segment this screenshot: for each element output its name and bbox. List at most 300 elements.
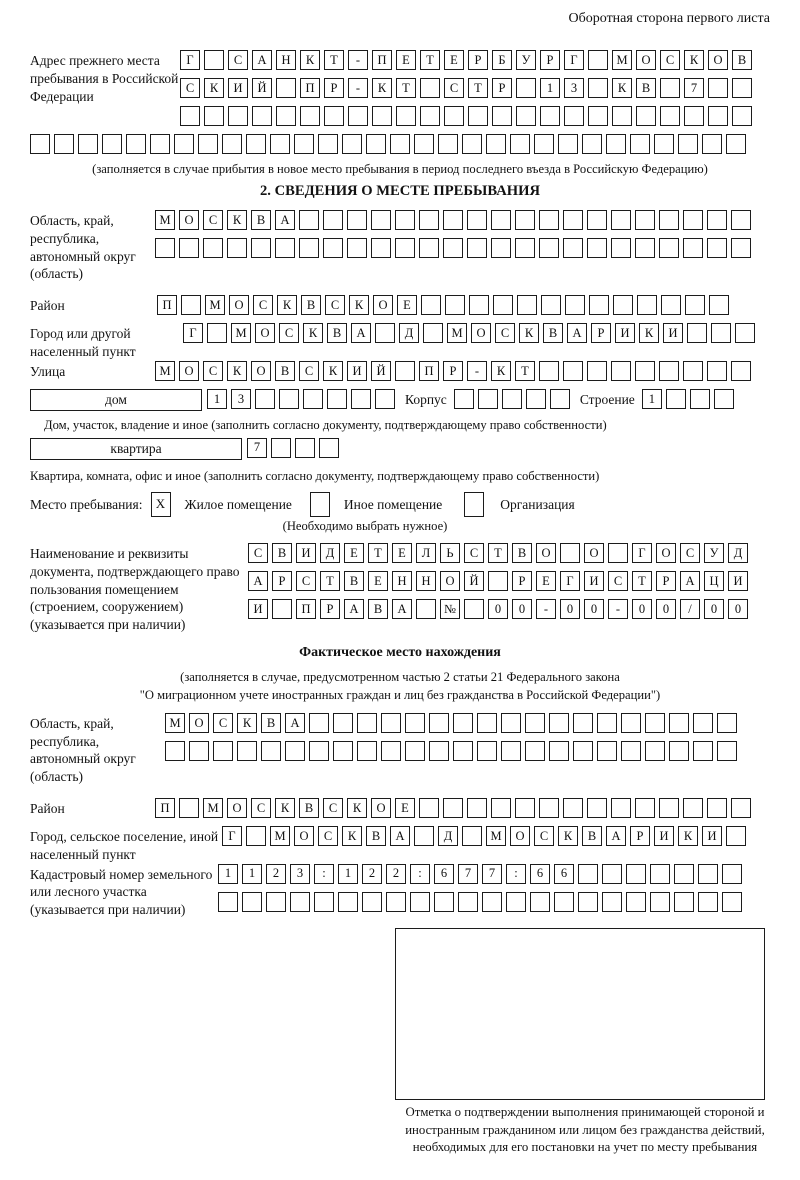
char-box[interactable]: [309, 741, 329, 761]
char-box[interactable]: [687, 323, 707, 343]
char-box[interactable]: Д: [728, 543, 748, 563]
char-box[interactable]: [443, 210, 463, 230]
char-box[interactable]: [659, 238, 679, 258]
char-box[interactable]: Г: [180, 50, 200, 70]
char-box[interactable]: [222, 134, 242, 154]
char-box[interactable]: О: [440, 571, 460, 591]
char-box[interactable]: Р: [320, 599, 340, 619]
char-box[interactable]: [348, 106, 368, 126]
char-box[interactable]: 1: [242, 864, 262, 884]
char-box[interactable]: О: [229, 295, 249, 315]
char-box[interactable]: Р: [272, 571, 292, 591]
cadastral-row-1[interactable]: [218, 864, 742, 885]
char-box[interactable]: [539, 798, 559, 818]
char-box[interactable]: [395, 238, 415, 258]
char-box[interactable]: [78, 134, 98, 154]
char-box[interactable]: [683, 238, 703, 258]
char-box[interactable]: [526, 389, 546, 409]
char-box[interactable]: [395, 210, 415, 230]
char-box[interactable]: [707, 238, 727, 258]
char-box[interactable]: [462, 826, 482, 846]
char-box[interactable]: К: [519, 323, 539, 343]
char-box[interactable]: [342, 134, 362, 154]
char-box[interactable]: 7: [482, 864, 502, 884]
char-box[interactable]: [371, 210, 391, 230]
char-box[interactable]: К: [227, 361, 247, 381]
char-box[interactable]: [218, 892, 238, 912]
char-box[interactable]: Е: [444, 50, 464, 70]
char-box[interactable]: [515, 798, 535, 818]
char-box[interactable]: [516, 106, 536, 126]
char-box[interactable]: 0: [560, 599, 580, 619]
char-box[interactable]: [635, 361, 655, 381]
char-box[interactable]: Г: [222, 826, 242, 846]
char-box[interactable]: [683, 361, 703, 381]
char-box[interactable]: [708, 78, 728, 98]
char-box[interactable]: [635, 238, 655, 258]
char-box[interactable]: О: [510, 826, 530, 846]
char-box[interactable]: Г: [564, 50, 584, 70]
char-box[interactable]: П: [155, 798, 175, 818]
char-box[interactable]: М: [155, 210, 175, 230]
char-box[interactable]: [477, 741, 497, 761]
char-box[interactable]: К: [684, 50, 704, 70]
char-box[interactable]: 7: [458, 864, 478, 884]
char-box[interactable]: Д: [438, 826, 458, 846]
char-box[interactable]: [213, 741, 233, 761]
char-box[interactable]: [372, 106, 392, 126]
region-row-1[interactable]: [155, 210, 751, 231]
char-box[interactable]: [637, 295, 657, 315]
char-box[interactable]: А: [606, 826, 626, 846]
char-box[interactable]: В: [251, 210, 271, 230]
char-box[interactable]: [709, 295, 729, 315]
char-box[interactable]: О: [708, 50, 728, 70]
char-box[interactable]: [300, 106, 320, 126]
char-box[interactable]: О: [179, 361, 199, 381]
char-box[interactable]: :: [506, 864, 526, 884]
char-box[interactable]: [279, 389, 299, 409]
char-box[interactable]: [486, 134, 506, 154]
char-box[interactable]: С: [296, 571, 316, 591]
char-box[interactable]: 2: [266, 864, 286, 884]
char-box[interactable]: С: [464, 543, 484, 563]
char-box[interactable]: К: [227, 210, 247, 230]
char-box[interactable]: К: [372, 78, 392, 98]
char-box[interactable]: Т: [515, 361, 535, 381]
char-box[interactable]: [731, 798, 751, 818]
char-box[interactable]: А: [392, 599, 412, 619]
char-box[interactable]: [674, 864, 694, 884]
char-box[interactable]: О: [371, 798, 391, 818]
char-box[interactable]: В: [299, 798, 319, 818]
char-box[interactable]: М: [486, 826, 506, 846]
char-box[interactable]: [405, 741, 425, 761]
char-box[interactable]: [294, 134, 314, 154]
char-box[interactable]: [467, 238, 487, 258]
char-box[interactable]: [493, 295, 513, 315]
char-box[interactable]: [228, 106, 248, 126]
char-box[interactable]: С: [444, 78, 464, 98]
char-box[interactable]: [174, 134, 194, 154]
char-box[interactable]: А: [567, 323, 587, 343]
char-box[interactable]: У: [516, 50, 536, 70]
actual-region-row-2[interactable]: [165, 741, 737, 762]
char-box[interactable]: [198, 134, 218, 154]
prev-address-row-2[interactable]: [180, 78, 752, 99]
char-box[interactable]: [420, 106, 440, 126]
char-box[interactable]: [285, 741, 305, 761]
char-box[interactable]: [454, 389, 474, 409]
char-box[interactable]: [541, 295, 561, 315]
char-box[interactable]: [693, 713, 713, 733]
char-box[interactable]: [150, 134, 170, 154]
char-box[interactable]: [659, 798, 679, 818]
char-box[interactable]: Г: [632, 543, 652, 563]
char-box[interactable]: [549, 713, 569, 733]
char-box[interactable]: 0: [512, 599, 532, 619]
char-box[interactable]: [515, 210, 535, 230]
char-box[interactable]: П: [300, 78, 320, 98]
char-box[interactable]: [333, 713, 353, 733]
char-box[interactable]: К: [300, 50, 320, 70]
char-box[interactable]: Г: [183, 323, 203, 343]
char-box[interactable]: №: [440, 599, 460, 619]
char-box[interactable]: [726, 826, 746, 846]
char-box[interactable]: [165, 741, 185, 761]
city-row[interactable]: [183, 323, 755, 344]
char-box[interactable]: В: [366, 826, 386, 846]
char-box[interactable]: [731, 361, 751, 381]
char-box[interactable]: [714, 389, 734, 409]
char-box[interactable]: С: [660, 50, 680, 70]
char-box[interactable]: [722, 892, 742, 912]
char-box[interactable]: :: [410, 864, 430, 884]
char-box[interactable]: Ь: [440, 543, 460, 563]
char-box[interactable]: С: [680, 543, 700, 563]
char-box[interactable]: 0: [584, 599, 604, 619]
actual-district-row[interactable]: [155, 798, 751, 819]
char-box[interactable]: 3: [290, 864, 310, 884]
char-box[interactable]: [272, 599, 292, 619]
char-box[interactable]: О: [584, 543, 604, 563]
char-box[interactable]: Т: [632, 571, 652, 591]
char-box[interactable]: [698, 892, 718, 912]
char-box[interactable]: [338, 892, 358, 912]
char-box[interactable]: [390, 134, 410, 154]
prev-address-row-1[interactable]: [180, 50, 752, 71]
char-box[interactable]: [347, 238, 367, 258]
char-box[interactable]: [405, 713, 425, 733]
char-box[interactable]: [429, 713, 449, 733]
char-box[interactable]: [708, 106, 728, 126]
char-box[interactable]: [510, 134, 530, 154]
char-box[interactable]: [462, 134, 482, 154]
char-box[interactable]: Н: [416, 571, 436, 591]
region-row-2[interactable]: [155, 238, 751, 259]
char-box[interactable]: [416, 599, 436, 619]
char-box[interactable]: Р: [656, 571, 676, 591]
char-box[interactable]: К: [678, 826, 698, 846]
street-row[interactable]: [155, 361, 751, 382]
char-box[interactable]: [563, 798, 583, 818]
document-row-1[interactable]: [248, 543, 748, 564]
char-box[interactable]: К: [342, 826, 362, 846]
char-box[interactable]: [323, 210, 343, 230]
char-box[interactable]: К: [349, 295, 369, 315]
char-box[interactable]: М: [155, 361, 175, 381]
char-box[interactable]: [467, 798, 487, 818]
char-box[interactable]: [419, 798, 439, 818]
char-box[interactable]: [491, 238, 511, 258]
char-box[interactable]: -: [536, 599, 556, 619]
char-box[interactable]: [54, 134, 74, 154]
char-box[interactable]: И: [248, 599, 268, 619]
char-box[interactable]: К: [323, 361, 343, 381]
char-box[interactable]: М: [447, 323, 467, 343]
char-box[interactable]: [669, 741, 689, 761]
checkbox-organization[interactable]: [464, 492, 484, 517]
char-box[interactable]: [155, 238, 175, 258]
char-box[interactable]: И: [296, 543, 316, 563]
char-box[interactable]: [419, 238, 439, 258]
char-box[interactable]: В: [732, 50, 752, 70]
char-box[interactable]: В: [301, 295, 321, 315]
char-box[interactable]: Е: [395, 798, 415, 818]
char-box[interactable]: С: [203, 210, 223, 230]
char-box[interactable]: [582, 134, 602, 154]
char-box[interactable]: [189, 741, 209, 761]
char-box[interactable]: [467, 210, 487, 230]
char-box[interactable]: [438, 134, 458, 154]
char-box[interactable]: В: [261, 713, 281, 733]
char-box[interactable]: [565, 295, 585, 315]
char-box[interactable]: -: [348, 78, 368, 98]
char-box[interactable]: Р: [540, 50, 560, 70]
char-box[interactable]: [266, 892, 286, 912]
char-box[interactable]: [179, 798, 199, 818]
char-box[interactable]: [588, 50, 608, 70]
char-box[interactable]: [611, 361, 631, 381]
char-box[interactable]: Д: [399, 323, 419, 343]
char-box[interactable]: [635, 798, 655, 818]
char-box[interactable]: [635, 210, 655, 230]
char-box[interactable]: К: [347, 798, 367, 818]
char-box[interactable]: [563, 238, 583, 258]
char-box[interactable]: [386, 892, 406, 912]
char-box[interactable]: [492, 106, 512, 126]
actual-region-row-1[interactable]: [165, 713, 737, 734]
char-box[interactable]: [611, 798, 631, 818]
char-box[interactable]: В: [368, 599, 388, 619]
char-box[interactable]: [181, 295, 201, 315]
cadastral-row-2[interactable]: [218, 892, 742, 913]
char-box[interactable]: [726, 134, 746, 154]
char-box[interactable]: [362, 892, 382, 912]
char-box[interactable]: [299, 238, 319, 258]
char-box[interactable]: С: [180, 78, 200, 98]
char-box[interactable]: [464, 599, 484, 619]
char-box[interactable]: [482, 892, 502, 912]
char-box[interactable]: [608, 543, 628, 563]
char-box[interactable]: С: [495, 323, 515, 343]
prev-address-row-4[interactable]: [30, 134, 770, 155]
char-box[interactable]: 7: [247, 438, 267, 458]
char-box[interactable]: Н: [276, 50, 296, 70]
char-box[interactable]: [534, 134, 554, 154]
char-box[interactable]: [276, 106, 296, 126]
char-box[interactable]: [517, 295, 537, 315]
char-box[interactable]: О: [255, 323, 275, 343]
char-box[interactable]: [237, 741, 257, 761]
char-box[interactable]: Е: [392, 543, 412, 563]
char-box[interactable]: [275, 238, 295, 258]
char-box[interactable]: К: [204, 78, 224, 98]
actual-city-row[interactable]: [222, 826, 746, 847]
char-box[interactable]: 3: [231, 389, 251, 409]
char-box[interactable]: П: [372, 50, 392, 70]
char-box[interactable]: [693, 741, 713, 761]
char-box[interactable]: [126, 134, 146, 154]
char-box[interactable]: [597, 713, 617, 733]
char-box[interactable]: К: [303, 323, 323, 343]
char-box[interactable]: [333, 741, 353, 761]
char-box[interactable]: О: [179, 210, 199, 230]
char-box[interactable]: [588, 106, 608, 126]
char-box[interactable]: Е: [344, 543, 364, 563]
char-box[interactable]: О: [227, 798, 247, 818]
char-box[interactable]: [613, 295, 633, 315]
char-box[interactable]: [396, 106, 416, 126]
char-box[interactable]: [645, 713, 665, 733]
char-box[interactable]: [717, 741, 737, 761]
char-box[interactable]: Й: [371, 361, 391, 381]
char-box[interactable]: [469, 295, 489, 315]
char-box[interactable]: Р: [468, 50, 488, 70]
char-box[interactable]: [203, 238, 223, 258]
char-box[interactable]: А: [351, 323, 371, 343]
char-box[interactable]: И: [702, 826, 722, 846]
char-box[interactable]: [445, 295, 465, 315]
char-box[interactable]: [204, 106, 224, 126]
char-box[interactable]: [707, 798, 727, 818]
char-box[interactable]: [621, 713, 641, 733]
char-box[interactable]: [602, 892, 622, 912]
char-box[interactable]: Л: [416, 543, 436, 563]
char-box[interactable]: 6: [530, 864, 550, 884]
char-box[interactable]: [453, 741, 473, 761]
char-box[interactable]: [270, 134, 290, 154]
district-row[interactable]: [157, 295, 729, 316]
char-box[interactable]: Н: [392, 571, 412, 591]
char-box[interactable]: [375, 389, 395, 409]
char-box[interactable]: 2: [386, 864, 406, 884]
char-box[interactable]: [434, 892, 454, 912]
char-box[interactable]: Г: [560, 571, 580, 591]
char-box[interactable]: Р: [443, 361, 463, 381]
char-box[interactable]: И: [615, 323, 635, 343]
char-box[interactable]: 1: [218, 864, 238, 884]
char-box[interactable]: [578, 892, 598, 912]
checkbox-residential[interactable]: X: [151, 492, 171, 517]
char-box[interactable]: [611, 210, 631, 230]
char-box[interactable]: [636, 106, 656, 126]
char-box[interactable]: [690, 389, 710, 409]
char-box[interactable]: [204, 50, 224, 70]
char-box[interactable]: М: [205, 295, 225, 315]
char-box[interactable]: [227, 238, 247, 258]
char-box[interactable]: А: [390, 826, 410, 846]
char-box[interactable]: [491, 798, 511, 818]
char-box[interactable]: [443, 798, 463, 818]
char-box[interactable]: В: [344, 571, 364, 591]
char-box[interactable]: И: [728, 571, 748, 591]
char-box[interactable]: [477, 713, 497, 733]
checkbox-other-premises[interactable]: [310, 492, 330, 517]
char-box[interactable]: 2: [362, 864, 382, 884]
char-box[interactable]: С: [253, 295, 273, 315]
char-box[interactable]: В: [636, 78, 656, 98]
char-box[interactable]: 3: [564, 78, 584, 98]
char-box[interactable]: [573, 741, 593, 761]
char-box[interactable]: [707, 361, 727, 381]
char-box[interactable]: 6: [434, 864, 454, 884]
char-box[interactable]: И: [228, 78, 248, 98]
char-box[interactable]: О: [471, 323, 491, 343]
char-box[interactable]: [587, 361, 607, 381]
char-box[interactable]: Т: [368, 543, 388, 563]
char-box[interactable]: [674, 892, 694, 912]
char-box[interactable]: [429, 741, 449, 761]
char-box[interactable]: [558, 134, 578, 154]
char-box[interactable]: М: [270, 826, 290, 846]
char-box[interactable]: В: [327, 323, 347, 343]
char-box[interactable]: [303, 389, 323, 409]
char-box[interactable]: К: [237, 713, 257, 733]
char-box[interactable]: С: [325, 295, 345, 315]
char-box[interactable]: [478, 389, 498, 409]
char-box[interactable]: Б: [492, 50, 512, 70]
char-box[interactable]: К: [491, 361, 511, 381]
char-box[interactable]: О: [189, 713, 209, 733]
char-box[interactable]: [252, 106, 272, 126]
char-box[interactable]: [375, 323, 395, 343]
char-box[interactable]: 1: [642, 389, 662, 409]
char-box[interactable]: -: [467, 361, 487, 381]
char-box[interactable]: М: [231, 323, 251, 343]
char-box[interactable]: [357, 741, 377, 761]
char-box[interactable]: [650, 864, 670, 884]
char-box[interactable]: [735, 323, 755, 343]
char-box[interactable]: Т: [488, 543, 508, 563]
char-box[interactable]: В: [272, 543, 292, 563]
char-box[interactable]: Е: [396, 50, 416, 70]
apartment-number-row[interactable]: [247, 438, 339, 459]
char-box[interactable]: [654, 134, 674, 154]
char-box[interactable]: [420, 78, 440, 98]
document-row-3[interactable]: [248, 599, 748, 620]
char-box[interactable]: С: [534, 826, 554, 846]
char-box[interactable]: В: [543, 323, 563, 343]
prev-address-row-3[interactable]: [180, 106, 752, 127]
char-box[interactable]: [564, 106, 584, 126]
char-box[interactable]: [540, 106, 560, 126]
char-box[interactable]: С: [228, 50, 248, 70]
char-box[interactable]: [179, 238, 199, 258]
char-box[interactable]: [587, 798, 607, 818]
char-box[interactable]: Т: [320, 571, 340, 591]
char-box[interactable]: С: [248, 543, 268, 563]
